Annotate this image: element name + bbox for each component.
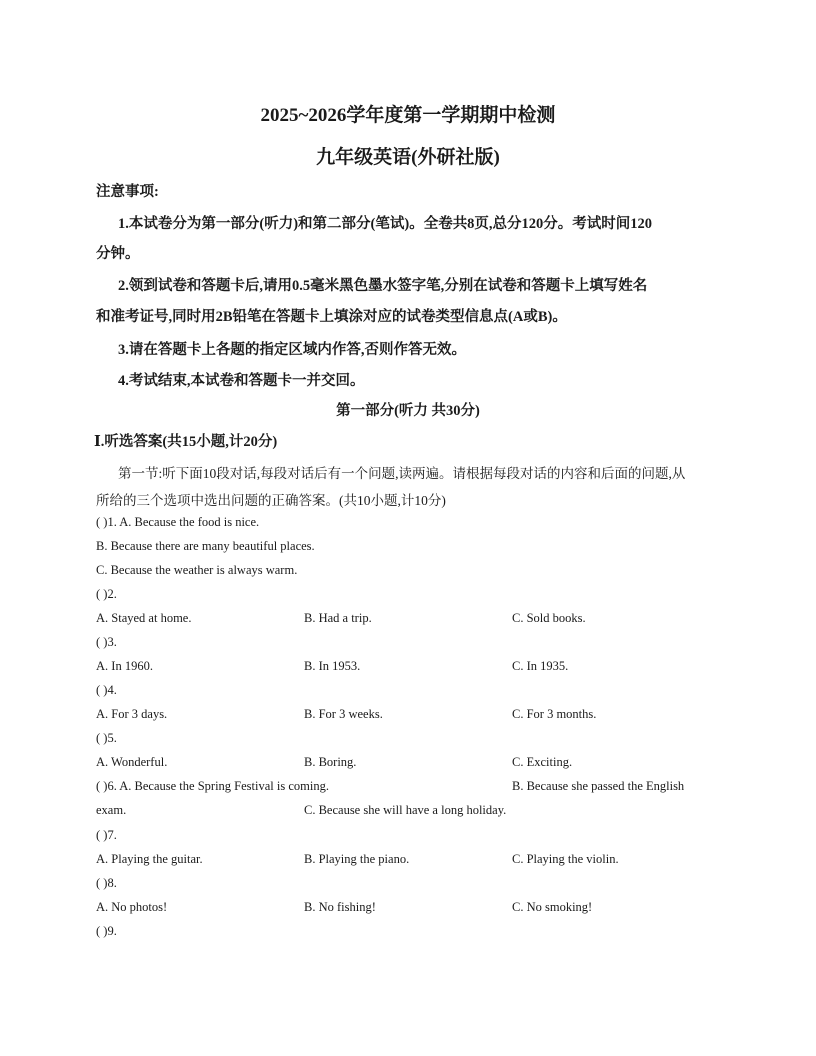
question-6-option-b: B. Because she passed the English	[512, 779, 685, 793]
notice-item-1-cont: 分钟。	[96, 246, 140, 262]
notice-item-3: 3.请在答题卡上各题的指定区域内作答,否则作答无效。	[118, 342, 466, 358]
question-1-option-c: C. Because the weather is always warm.	[96, 563, 298, 577]
question-4-option-c: C. For 3 months.	[512, 707, 597, 721]
question-5-stem: ( )5.	[96, 731, 117, 745]
question-4-stem: ( )4.	[96, 683, 117, 697]
question-7-option-a: A. Playing the guitar.	[96, 852, 203, 866]
exam-subtitle: 九年级英语(外研社版)	[316, 147, 500, 168]
question-4-option-a: A. For 3 days.	[96, 707, 168, 721]
question-8-option-a: A. No photos!	[96, 900, 168, 914]
notice-item-1: 1.本试卷分为第一部分(听力)和第二部分(笔试)。全卷共8页,总分120分。考试时间120	[118, 216, 653, 232]
question-5-option-a: A. Wonderful.	[96, 755, 168, 769]
part1-heading: 第一部分(听力 共30分)	[336, 403, 480, 419]
question-3-option-b: B. In 1953.	[304, 659, 361, 673]
question-6-option-b-cont: exam.	[96, 803, 127, 817]
question-2-option-b: B. Had a trip.	[304, 611, 372, 625]
question-8-option-c: C. No smoking!	[512, 900, 593, 914]
question-2-option-a: A. Stayed at home.	[96, 611, 192, 625]
section1-heading: Ⅰ.听选答案(共15小题,计20分)	[94, 434, 278, 450]
question-8-stem: ( )8.	[96, 876, 117, 890]
question-2-option-c: C. Sold books.	[512, 611, 586, 625]
question-1-stem: ( )1. A. Because the food is nice.	[96, 515, 260, 529]
section1-intro: 第一节:听下面10段对话,每段对话后有一个问题,读两遍。请根据每段对话的内容和后面的问题,从	[118, 466, 686, 481]
notice-heading: 注意事项:	[96, 184, 159, 200]
question-8-option-b: B. No fishing!	[304, 900, 376, 914]
question-7-option-b: B. Playing the piano.	[304, 852, 410, 866]
question-7-stem: ( )7.	[96, 828, 117, 842]
question-3-stem: ( )3.	[96, 635, 117, 649]
exam-title: 2025~2026学年度第一学期期中检测	[260, 105, 556, 126]
notice-item-4: 4.考试结束,本试卷和答题卡一并交回。	[118, 373, 365, 389]
question-9-stem: ( )9.	[96, 924, 117, 938]
question-3-option-a: A. In 1960.	[96, 659, 153, 673]
notice-item-2: 2.领到试卷和答题卡后,请用0.5毫米黑色墨水签字笔,分别在试卷和答题卡上填写姓名	[118, 278, 648, 294]
question-1-option-b: B. Because there are many beautiful places.	[96, 539, 315, 553]
question-2-stem: ( )2.	[96, 587, 117, 601]
question-4-option-b: B. For 3 weeks.	[304, 707, 383, 721]
question-7-option-c: C. Playing the violin.	[512, 852, 619, 866]
question-5-option-c: C. Exciting.	[512, 755, 573, 769]
question-5-option-b: B. Boring.	[304, 755, 357, 769]
question-6-stem: ( )6. A. Because the Spring Festival is coming.	[96, 779, 329, 793]
section1-intro-cont: 所给的三个选项中选出问题的正确答案。(共10小题,计10分)	[96, 493, 446, 508]
question-3-option-c: C. In 1935.	[512, 659, 569, 673]
notice-item-2-cont: 和准考证号,同时用2B铅笔在答题卡上填涂对应的试卷类型信息点(A或B)。	[96, 309, 567, 325]
question-6-option-c: C. Because she will have a long holiday.	[304, 803, 507, 817]
